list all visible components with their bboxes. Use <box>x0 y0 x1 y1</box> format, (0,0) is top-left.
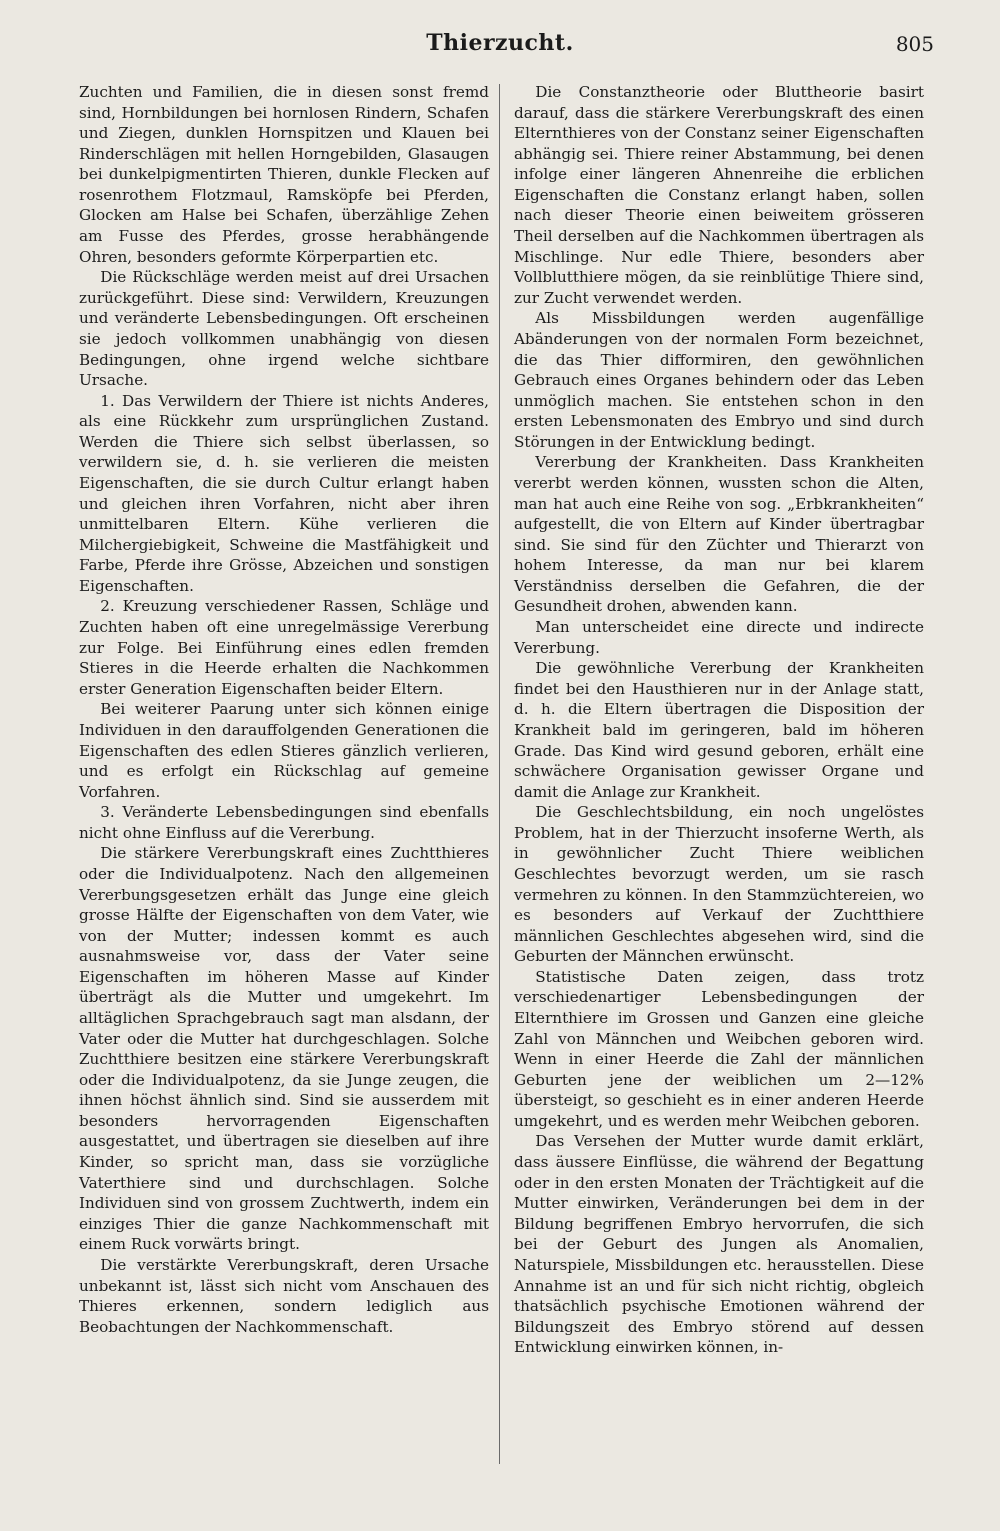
page-title: Thierzucht. <box>426 30 574 56</box>
column-divider <box>499 84 500 1464</box>
right-column <box>514 82 924 1358</box>
paragraph: 2. Kreuzung verschiedener Rassen, Schläge und Zuchten haben oft eine unregelmässige Vererbung zur Folge. Bei Einführung eines edlen fremden Stieres in die Heerde erhalten die Nachkommen erster Generation Eigenschaften beider Eltern. <box>79 597 489 698</box>
paragraph: Die stärkere Vererbungskraft eines Zuchtthieres oder die Individualpotenz. Nach den allgemeinen Vererbungsgesetzen erhält das Junge eine gleich grosse Hälfte der Eigenschaften von dem Vater, wie von der Mutter; indessen kommt es auch ausnahmsweise vor, dass der Vater seine Eigenschaften im höheren Masse auf Kinder überträgt als die Mutter und umgekehrt. Im alltäglichen Sprachgebrauch sagt man alsdann, der Vater oder die Mutter hat durchgeschlagen. Solche Zuchtthiere besitzen eine stärkere Vererbungskraft oder die Individualpotenz, da sie Junge zeugen, die ihnen höchst ähnlich sind. Sind sie ausserdem mit besonders hervorragenden Eigenschaften ausgestattet, und übertragen sie dieselben auf ihre Kinder, so spricht man, dass sie vorzügliche Vaterthiere sind und durchschlagen. Solche Individuen sind von grossem Zuchtwerth, indem ein einziges Thier die ganze Nachkommenschaft mit einem Ruck vorwärts bringt. <box>79 844 489 1254</box>
paragraph: 3. Veränderte Lebensbedingungen sind ebenfalls nicht ohne Einfluss auf die Vererbung. <box>79 803 489 842</box>
paragraph: Die verstärkte Vererbungskraft, deren Ursache unbekannt ist, lässt sich nicht vom Anschauen des Thieres erkennen, sondern lediglich aus Beobachtungen der Nachkommenschaft. <box>79 1255 489 1336</box>
paragraph: Die gewöhnliche Vererbung der Krankheiten findet bei den Hausthieren nur in der Anlage statt, d. h. die Eltern übertragen die Disposition der Krankheit bald im geringeren, bald im höheren Grade. Das Kind wird gesund geboren, erhält eine schwächere Organisation gewisser Organe und damit die Anlage zur Krankheit. <box>514 659 924 801</box>
paragraph: Vererbung der Krankheiten. Dass Krankheiten vererbt werden können, wussten schon die Alten, man hat auch eine Reihe von sog. „Erbkrankheiten“ aufgestellt, die von Eltern auf Kinder übertragbar sind. Sie sind für den Züchter und Thierarzt von hohem Interesse, da man nur bei klarem Verständniss derselben die Gefahren, die der Gesundheit drohen, abwenden kann. <box>514 453 924 616</box>
paragraph: Die Geschlechtsbildung, ein noch ungelöstes Problem, hat in der Thierzucht insoferne Werth, als in gewöhnlicher Zucht Thiere weiblichen Geschlechtes bevorzugt werden, um sie rasch vermehren zu können. In den Stammzüchtereien, wo es besonders auf Verkauf der Zuchtthiere männlichen Geschlechtes abgesehen wird, sind die Geburten der Männchen erwünscht. <box>514 803 924 966</box>
page-number: 805 <box>895 32 934 56</box>
paragraph: Bei weiterer Paarung unter sich können einige Individuen in den darauffolgenden Generationen die Eigenschaften des edlen Stieres gänzlich verlieren, und es erfolgt ein Rückschlag auf gemeine Vorfahren. <box>79 700 489 801</box>
paragraph: Man unterscheidet eine directe und indirecte Vererbung. <box>514 618 924 657</box>
paragraph: Die Rückschläge werden meist auf drei Ursachen zurückgeführt. Diese sind: Verwildern, Kreuzungen und veränderte Lebensbedingungen. Oft erscheinen sie jedoch vollkommen unabhängig von diesen Bedingungen, ohne irgend welche sichtbare Ursache. <box>79 268 489 390</box>
paragraph: 1. Das Verwildern der Thiere ist nichts Anderes, als eine Rückkehr zum ursprünglichen Zustand. Werden die Thiere sich selbst überlassen, so verwildern sie, d. h. sie verlieren die meisten Eigenschaften, die sie durch Cultur erlangt haben und gleichen ihren Vorfahren, nicht aber ihren unmittelbaren Eltern. Kühe verlieren die Milchergiebigkeit, Schweine die Mastfähigkeit und Farbe, Pferde ihre Grösse, Abzeichen und sonstigen Eigenschaften. <box>79 391 489 595</box>
left-column <box>79 82 489 1337</box>
paragraph: Statistische Daten zeigen, dass trotz verschiedenartiger Lebensbedingungen der Elternthiere im Grossen und Ganzen eine gleiche Zahl von Männchen und Weibchen geboren wird. Wenn in einer Heerde die Zahl der männlichen Geburten jene der weiblichen um 2—12% übersteigt, so geschieht es in einer anderen Heerde umgekehrt, und es werden mehr Weibchen geboren. <box>514 967 924 1130</box>
paragraph: Als Missbildungen werden augenfällige Abänderungen von der normalen Form bezeichnet, die das Thier difformiren, den gewöhnlichen Gebrauch eines Organes behindern oder das Leben unmöglich machen. Sie entstehen schon in den ersten Lebensmonaten des Embryo und sind durch Störungen in der Entwicklung bedingt. <box>514 309 924 451</box>
paragraph: Zuchten und Familien, die in diesen sonst fremd sind, Hornbildungen bei hornlosen Rindern, Schafen und Ziegen, dunklen Hornspitzen und Klauen bei Rinderschlägen mit hellen Horngebilden, Glasaugen bei dunkelpigmentirten Thieren, dunkle Flecken auf rosenrothem Flotzmaul, Ramsköpfe bei Pferden, Glocken am Halse bei Schafen, überzählige Zehen am Fusse des Pferdes, grosse herabhängende Ohren, besonders geformte Körperpartien etc. <box>79 83 489 266</box>
paragraph: Die Constanztheorie oder Bluttheorie basirt darauf, dass die stärkere Vererbungskraft des einen Elternthieres von der Constanz seiner Eigenschaften abhängig sei. Thiere reiner Abstammung, bei denen infolge einer längeren Ahnenreihe die erblichen Eigenschaften die Constanz erlangt haben, sollen nach dieser Theorie einen beiweitem grösseren Theil derselben auf die Nachkommen übertragen als Mischlinge. Nur edle Thiere, besonders aber Vollblutthiere mögen, da sie reinblütige Thiere sind, zur Zucht verwendet werden. <box>514 83 924 307</box>
paragraph: Das Versehen der Mutter wurde damit erklärt, dass äussere Einflüsse, die während der Begattung oder in den ersten Monaten der Trächtigkeit auf die Mutter einwirken, Veränderungen bei dem in der Bildung begriffenen Embryo hervorrufen, die sich bei der Geburt des Jungen als Anomalien, Naturspiele, Missbildungen etc. herausstellen. Diese Annahme ist an und für sich nicht richtig, obgleich thatsächlich psychische Emotionen während der Bildungszeit des Embryo störend auf dessen Entwicklung einwirken können, in- <box>514 1132 924 1357</box>
